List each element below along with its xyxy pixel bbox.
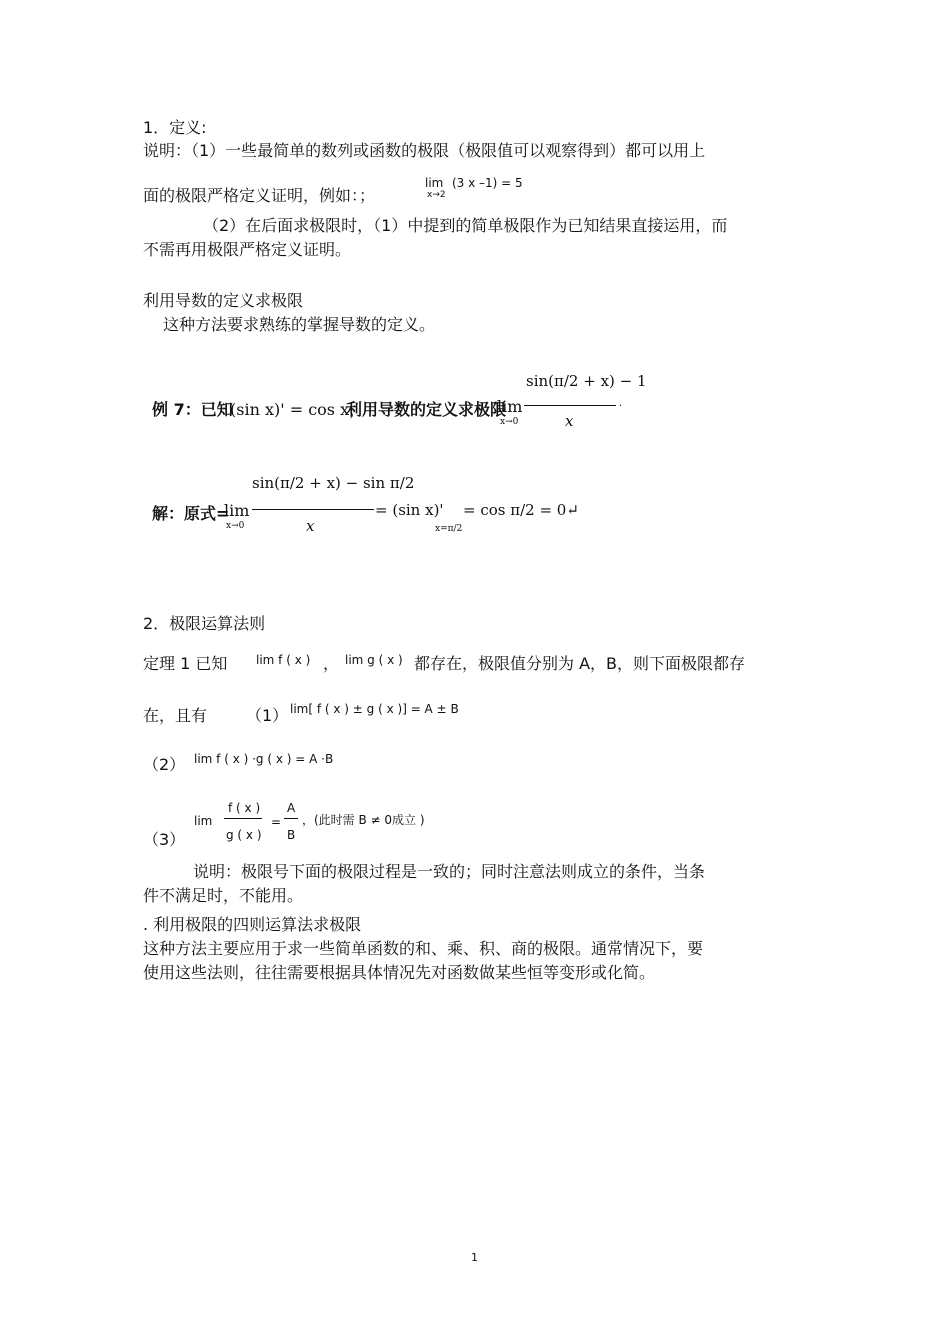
fraction-bar bbox=[224, 818, 262, 819]
theorem-suffix: 都存在，极限值分别为 A，B，则下面极限都存 bbox=[414, 654, 746, 673]
example-tail: . bbox=[619, 398, 623, 409]
solution-eq1: = (sin x)' bbox=[375, 501, 444, 519]
solution-lim: lim bbox=[224, 501, 250, 520]
section-heading: 1．定义: bbox=[143, 118, 207, 137]
rule3-right-denominator: B bbox=[287, 828, 296, 842]
rule3-equals: = bbox=[271, 815, 282, 829]
example-known: (sin x)' = cos x， bbox=[230, 400, 366, 419]
section-heading: 2．极限运算法则 bbox=[143, 614, 266, 633]
paragraph-line: 这种方法要求熟练的掌握导数的定义。 bbox=[163, 315, 436, 334]
paragraph-line: 说明：极限号下面的极限过程是一致的；同时注意法则成立的条件，当条 bbox=[193, 862, 706, 881]
solution-eq2: = cos π/2 = 0↵ bbox=[463, 501, 579, 519]
rule3-denominator: g ( x ) bbox=[226, 828, 262, 842]
formula-expr: (3 x –1) = 5 bbox=[452, 176, 523, 190]
rule3-right-numerator: A bbox=[287, 801, 296, 815]
solution-eval-sub: x=π/2 bbox=[435, 524, 463, 534]
section-heading: . 利用极限的四则运算法求极限 bbox=[143, 915, 362, 934]
rule-formula: lim f ( x ) ·g ( x ) = A ·B bbox=[194, 752, 334, 766]
example-numerator: sin(π/2 + x) − 1 bbox=[526, 372, 647, 390]
formula-lim-g: lim g ( x ) bbox=[345, 653, 403, 667]
section-heading: 利用导数的定义求极限 bbox=[143, 291, 304, 310]
fraction-bar bbox=[252, 509, 374, 510]
paragraph-line: 不需再用极限严格定义证明。 bbox=[143, 240, 352, 259]
theorem-comma: ， bbox=[323, 654, 340, 673]
example-lim-sub: x→0 bbox=[500, 417, 519, 427]
paragraph-line: （2）在后面求极限时，（1）中提到的简单极限作为已知结果直接运用，而 bbox=[203, 216, 728, 235]
fraction-bar bbox=[284, 818, 298, 819]
rule-label: （1） bbox=[246, 706, 289, 725]
formula-subscript: x→2 bbox=[427, 190, 446, 200]
example-label: 例 7：已知 bbox=[152, 400, 233, 419]
example-task: 利用导数的定义求极限 bbox=[346, 400, 507, 419]
solution-lim-sub: x→0 bbox=[226, 521, 245, 531]
rule-label: （3） bbox=[143, 830, 186, 849]
theorem-prefix: 定理 1 已知 bbox=[143, 654, 228, 673]
formula-lim: lim bbox=[425, 176, 444, 190]
rule3-condition: ，(此时需 B ≠ 0成立 ) bbox=[302, 813, 425, 827]
rule3-lim: lim bbox=[194, 814, 213, 828]
solution-label: 解：原式= bbox=[152, 504, 230, 523]
rule3-numerator: f ( x ) bbox=[228, 801, 261, 815]
example-lim: lim bbox=[497, 397, 523, 416]
paragraph-line: 说明：（1）一些最简单的数列或函数的极限（极限值可以观察得到）都可以用上 bbox=[143, 141, 706, 160]
example-denominator: x bbox=[565, 412, 574, 430]
paragraph-line: 面的极限严格定义证明，例如：； bbox=[143, 186, 376, 205]
page-number: 1 bbox=[471, 1251, 478, 1264]
theorem-line2: 在，且有 bbox=[143, 706, 208, 725]
solution-denominator: x bbox=[306, 517, 315, 535]
fraction-bar bbox=[524, 405, 616, 406]
formula-lim-f: lim f ( x ) bbox=[256, 653, 311, 667]
solution-numerator: sin(π/2 + x) − sin π/2 bbox=[252, 474, 415, 492]
paragraph-line: 这种方法主要应用于求一些简单函数的和、乘、积、商的极限。通常情况下，要 bbox=[143, 939, 704, 958]
paragraph-line: 使用这些法则，往往需要根据具体情况先对函数做某些恒等变形或化简。 bbox=[143, 963, 656, 982]
rule-label: （2） bbox=[143, 755, 186, 774]
rule-formula: lim[ f ( x ) ± g ( x )] = A ± B bbox=[290, 702, 459, 716]
paragraph-line: 件不满足时，不能用。 bbox=[143, 886, 304, 905]
